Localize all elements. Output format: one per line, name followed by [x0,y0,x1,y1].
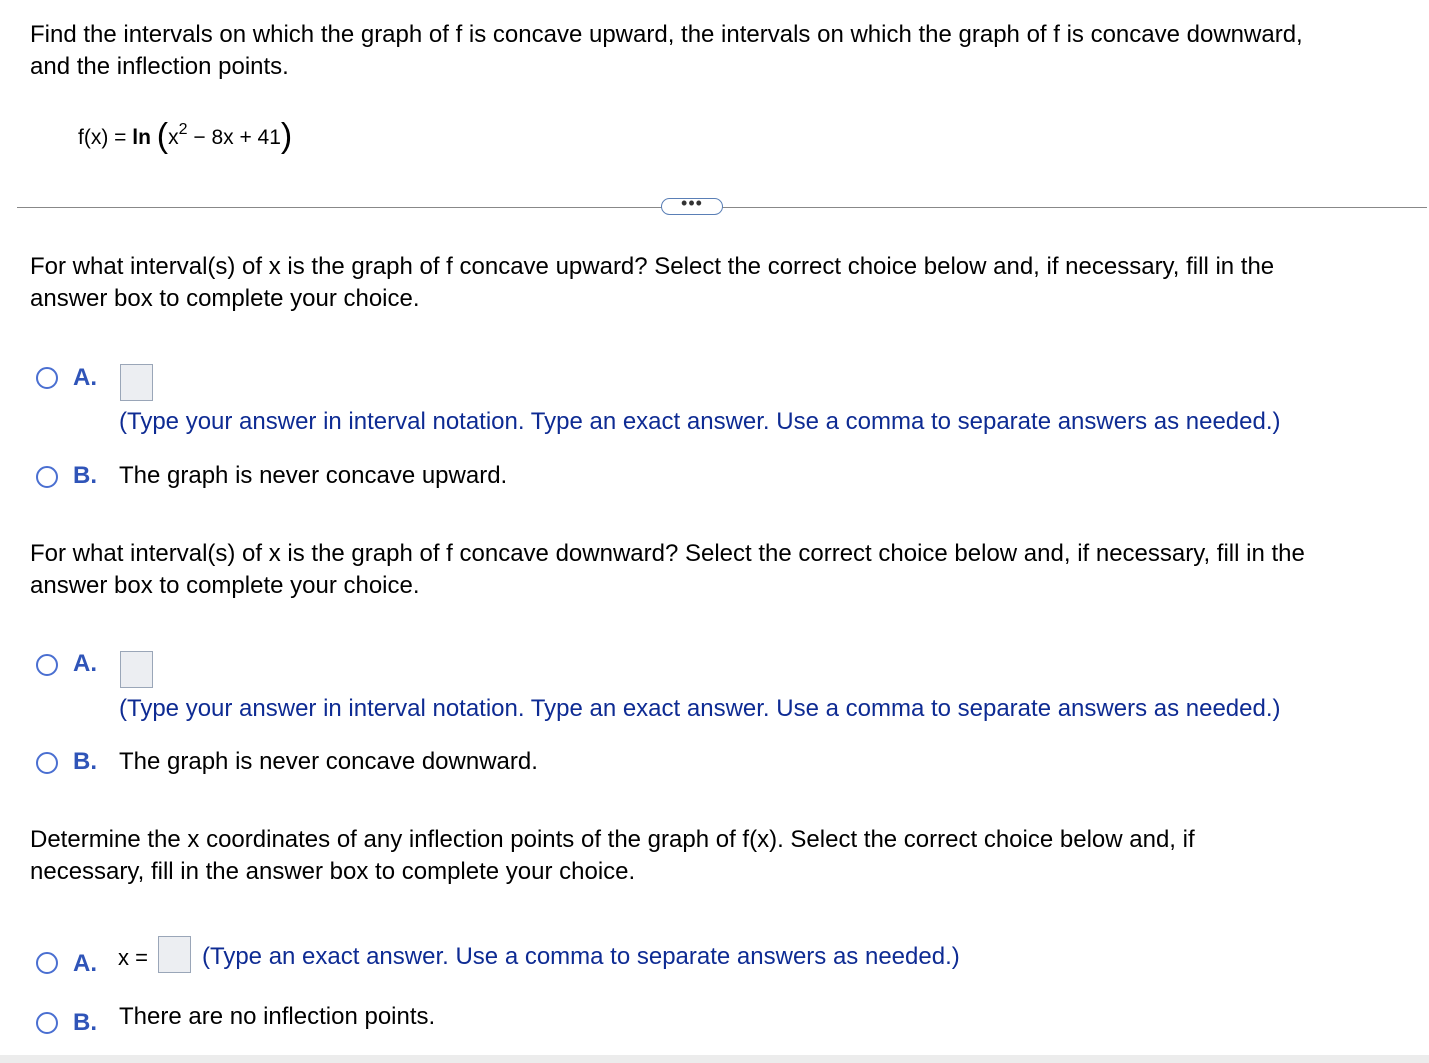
problem-statement [30,19,1303,83]
q1-option-a-letter: A. [73,364,97,391]
q2-option-a-hint: (Type your answer in interval notation. Type an exact answer. Use a comma to separate answers as needed.) [119,695,1281,722]
q3-option-a-radio[interactable] [36,952,58,974]
problem-line-2: and the inflection points. [30,53,289,80]
q3-answer-input[interactable] [158,936,191,973]
formula-open-paren: ( [156,117,169,155]
q3-option-a-hint: (Type an exact answer. Use a comma to separate answers as needed.) [202,943,960,970]
q1-option-b-radio[interactable] [36,466,58,488]
q3-option-b-text: There are no inflection points. [119,1003,436,1030]
q1-option-b-letter: B. [73,462,97,489]
question-3-line-1: Determine the x coordinates of any inflection points of the graph of f(x). Select the correct choice below and, if [30,826,1195,853]
question-1-line-1: For what interval(s) of x is the graph of f concave upward? Select the correct choice below and, if necessary, fill in the [30,253,1275,280]
question-concave-up [30,251,1274,315]
q3-option-a-letter: A. [73,950,97,977]
q2-option-b-radio[interactable] [36,752,58,774]
q2-answer-input[interactable] [120,651,153,688]
q1-option-a-radio[interactable] [36,367,58,389]
q3-x-equals-label: x = [118,945,148,970]
q1-option-b-text: The graph is never concave upward. [119,462,508,489]
q2-option-a-radio[interactable] [36,654,58,676]
question-2-line-2: answer box to complete your choice. [30,572,420,599]
formula-ln: ln [132,126,151,149]
formula-lhs: f(x) = [78,126,133,149]
q3-option-b-radio[interactable] [36,1012,58,1034]
function-formula [78,114,292,153]
formula-x: x [168,126,179,149]
question-3-line-2: necessary, fill in the answer box to complete your choice. [30,858,636,885]
show-more-button[interactable] [661,192,723,215]
question-inflection-points [30,824,1195,888]
bottom-scroll-area [0,1055,1429,1063]
q2-option-b-letter: B. [73,748,97,775]
question-2-line-1: For what interval(s) of x is the graph of f concave downward? Select the correct choice below and, if necessary, fill in the [30,540,1305,567]
q1-option-a-hint: (Type your answer in interval notation. Type an exact answer. Use a comma to separate answers as needed.) [119,408,1281,435]
question-1-line-2: answer box to complete your choice. [30,285,420,312]
question-concave-down [30,538,1305,602]
more-dots-icon: ••• [681,192,703,213]
q1-answer-input[interactable] [120,364,153,401]
q2-option-a-letter: A. [73,650,97,677]
problem-line-1: Find the intervals on which the graph of f is concave upward, the intervals on which the graph of f is concave downward, [30,21,1303,48]
formula-rest: − 8x + 41 [187,126,281,149]
formula-close-paren: ) [280,117,293,155]
formula-exponent: 2 [178,121,188,138]
q3-option-b-letter: B. [73,1009,97,1036]
q2-option-b-text: The graph is never concave downward. [119,748,538,775]
